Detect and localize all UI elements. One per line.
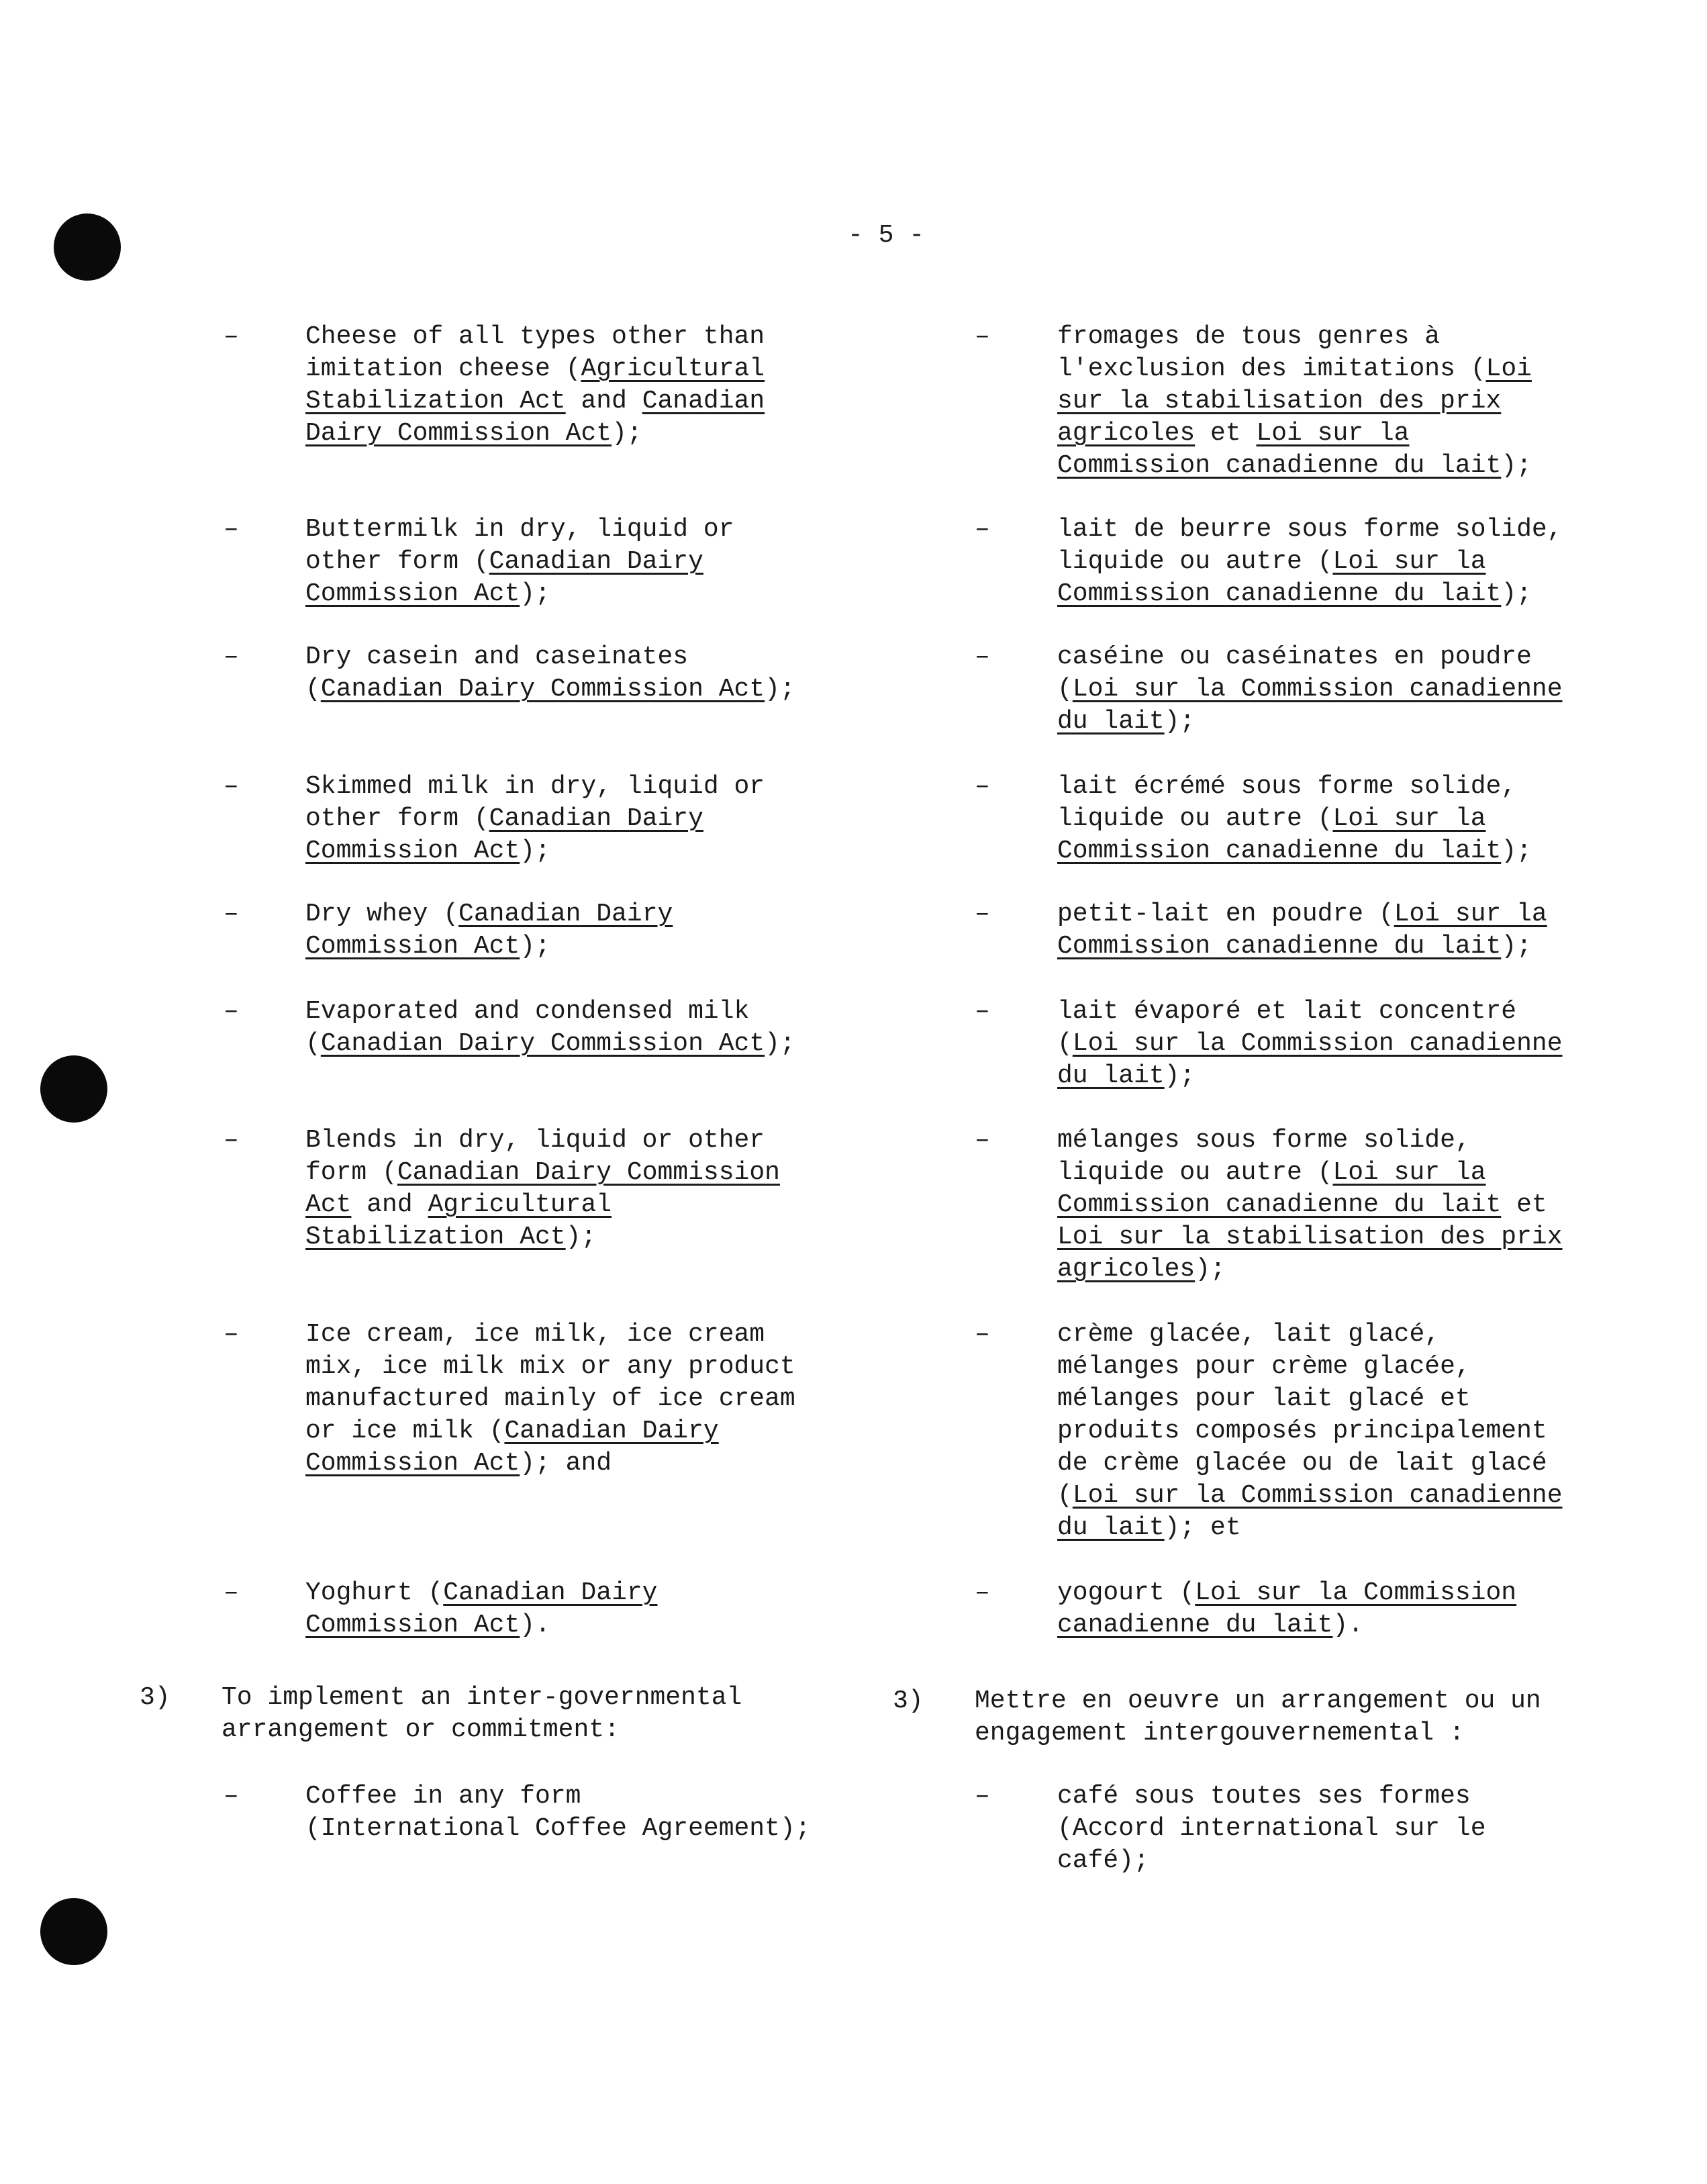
- english-item-4: [305, 771, 765, 867]
- text-segment: caséine ou caséinates en poudre: [1057, 643, 1532, 671]
- statute-citation: Loi sur la: [1332, 1158, 1486, 1187]
- text-segment: mélanges sous forme solide,: [1057, 1126, 1471, 1155]
- text-line: [1057, 418, 1532, 450]
- bullet-dash: –: [224, 322, 239, 351]
- section-number-3: 3): [893, 1687, 924, 1715]
- text-segment: );: [520, 837, 550, 865]
- bullet-dash: –: [975, 772, 990, 801]
- text-segment: liquide ou autre (: [1057, 1158, 1333, 1187]
- french-item-3: [1057, 641, 1563, 738]
- text-segment: );: [1501, 837, 1532, 865]
- text-segment: liquide ou autre (: [1057, 547, 1333, 576]
- statute-citation: Loi sur la Commission canadienne: [1072, 675, 1563, 704]
- text-line: [305, 996, 795, 1028]
- text-segment: );: [565, 1223, 597, 1251]
- text-line: [1057, 1415, 1563, 1447]
- bullet-dash: –: [224, 900, 239, 929]
- bullet-dash: –: [975, 900, 990, 929]
- text-segment: To implement an inter-governmental: [222, 1683, 742, 1712]
- text-segment: (Accord international sur le: [1057, 1814, 1486, 1843]
- text-segment: Coffee in any form: [305, 1782, 581, 1811]
- text-segment: (: [305, 675, 321, 704]
- text-line: [305, 1157, 780, 1189]
- english-item-6: [305, 996, 795, 1060]
- text-line: [1057, 1447, 1563, 1480]
- text-line: [1057, 898, 1547, 931]
- bullet-dash: –: [224, 997, 239, 1026]
- statute-citation: du lait: [1057, 707, 1165, 736]
- statute-citation: Commission canadienne du lait: [1057, 579, 1502, 608]
- text-segment: de crème glacée ou de lait glacé: [1057, 1449, 1547, 1478]
- text-segment: mix, ice milk mix or any product: [305, 1352, 795, 1381]
- statute-citation: Agricultural: [428, 1190, 612, 1219]
- text-line: [222, 1682, 742, 1714]
- text-segment: et: [1195, 419, 1257, 448]
- text-line: [305, 835, 765, 867]
- text-segment: mélanges pour crème glacée,: [1057, 1352, 1471, 1381]
- bullet-dash: –: [975, 515, 990, 544]
- text-segment: );: [520, 579, 550, 608]
- statute-citation: agricoles: [1057, 1255, 1196, 1284]
- statute-citation: Commission canadienne du lait: [1057, 837, 1502, 865]
- text-segment: Dry whey (: [305, 900, 459, 929]
- text-segment: mélanges pour lait glacé et: [1057, 1384, 1471, 1413]
- text-line: [1057, 1125, 1563, 1157]
- text-segment: l'exclusion des imitations (: [1057, 354, 1486, 383]
- statute-citation: Commission canadienne du lait: [1057, 932, 1502, 961]
- statute-citation: Canadian Dairy: [504, 1417, 719, 1445]
- text-line: [1057, 931, 1547, 963]
- text-segment: );: [1164, 1061, 1196, 1090]
- text-line: [305, 771, 765, 803]
- english-item-2: [305, 514, 734, 610]
- text-segment: );: [765, 675, 795, 704]
- text-segment: Mettre en oeuvre un arrangement ou un: [975, 1687, 1541, 1715]
- text-segment: );: [1164, 707, 1196, 736]
- text-line: [1057, 385, 1532, 418]
- french-item-8: [1057, 1319, 1563, 1544]
- bullet-dash: –: [224, 1578, 239, 1607]
- text-segment: fromages de tous genres à: [1057, 322, 1441, 351]
- text-segment: (: [1057, 1029, 1073, 1058]
- text-line: [1057, 353, 1532, 385]
- english-item-10: [305, 1781, 811, 1845]
- text-segment: café sous toutes ses formes: [1057, 1782, 1471, 1811]
- statute-citation: Loi sur la Commission: [1195, 1578, 1517, 1607]
- text-segment: produits composés principalement: [1057, 1417, 1547, 1445]
- bullet-dash: –: [975, 1320, 990, 1349]
- statute-citation: Loi sur la: [1332, 547, 1486, 576]
- statute-citation: du lait: [1057, 1061, 1165, 1090]
- text-line: [1057, 1845, 1486, 1877]
- text-segment: Evaporated and condensed milk: [305, 997, 750, 1026]
- statute-citation: Canadian Dairy: [489, 547, 703, 576]
- text-line: [305, 1781, 811, 1813]
- statute-citation: sur la stabilisation des prix: [1057, 387, 1502, 416]
- text-segment: (: [1057, 1481, 1073, 1510]
- text-line: [975, 1685, 1541, 1717]
- bullet-dash: –: [975, 643, 990, 671]
- statute-citation: Commission Act: [305, 579, 520, 608]
- bullet-dash: –: [975, 1782, 990, 1811]
- text-segment: other form (: [305, 547, 489, 576]
- bullet-dash: –: [224, 772, 239, 801]
- binder-hole-middle: [40, 1055, 107, 1123]
- text-segment: or ice milk (: [305, 1417, 505, 1445]
- english-item-8: [305, 1319, 795, 1480]
- text-line: [1057, 546, 1563, 578]
- text-line: [1057, 321, 1532, 353]
- text-line: [975, 1717, 1541, 1750]
- statute-citation: du lait: [1057, 1513, 1165, 1542]
- text-segment: );: [1195, 1255, 1226, 1284]
- english-item-5: [305, 898, 673, 963]
- text-line: [1057, 450, 1532, 482]
- bullet-dash: –: [224, 515, 239, 544]
- french-item-9: [1057, 1577, 1516, 1642]
- text-line: [305, 418, 765, 450]
- text-segment: ); et: [1164, 1513, 1241, 1542]
- text-segment: yogourt (: [1057, 1578, 1196, 1607]
- text-line: [1057, 835, 1532, 867]
- text-segment: Buttermilk in dry, liquid or: [305, 515, 734, 544]
- text-line: [1057, 1319, 1563, 1351]
- french-item-2: [1057, 514, 1563, 610]
- text-line: [305, 931, 673, 963]
- statute-citation: Loi sur la: [1332, 804, 1486, 833]
- text-line: [1057, 1577, 1516, 1609]
- french-item-5: [1057, 898, 1547, 963]
- text-line: [305, 1351, 795, 1383]
- text-line: [305, 1447, 795, 1480]
- statute-citation: Loi: [1485, 354, 1532, 383]
- text-segment: ).: [1332, 1611, 1364, 1640]
- statute-citation: Loi sur la: [1394, 900, 1547, 929]
- text-segment: (: [1057, 675, 1073, 704]
- text-segment: imitation cheese (: [305, 354, 581, 383]
- bullet-dash: –: [975, 1126, 990, 1155]
- text-line: [1057, 996, 1563, 1028]
- text-line: [1057, 1060, 1563, 1092]
- text-line: [1057, 803, 1532, 835]
- statute-citation: Canadian Dairy Commission Act: [320, 1029, 765, 1058]
- text-segment: crème glacée, lait glacé,: [1057, 1320, 1441, 1349]
- statute-citation: Act: [305, 1190, 352, 1219]
- statute-citation: Canadian Dairy: [458, 900, 673, 929]
- text-segment: Ice cream, ice milk, ice cream: [305, 1320, 765, 1349]
- text-segment: café);: [1057, 1846, 1149, 1875]
- statute-citation: Loi sur la Commission canadienne: [1072, 1481, 1563, 1510]
- bullet-dash: –: [975, 997, 990, 1026]
- statute-citation: Commission Act: [305, 1449, 520, 1478]
- text-segment: Cheese of all types other than: [305, 322, 765, 351]
- statute-citation: Agricultural: [581, 354, 765, 383]
- statute-citation: Dairy Commission Act: [305, 419, 612, 448]
- bullet-dash: –: [975, 1578, 990, 1607]
- french-item-7: [1057, 1125, 1563, 1286]
- french-item-4: [1057, 771, 1532, 867]
- text-line: [1057, 673, 1563, 706]
- statute-citation: Canadian Dairy Commission Act: [320, 675, 765, 704]
- text-line: [1057, 1813, 1486, 1845]
- statute-citation: agricoles: [1057, 419, 1196, 448]
- text-line: [305, 1415, 795, 1447]
- statute-citation: Loi sur la: [1256, 419, 1410, 448]
- text-line: [1057, 1157, 1563, 1189]
- english-item-1: [305, 321, 765, 450]
- text-line: [1057, 641, 1563, 673]
- text-segment: arrangement or commitment:: [222, 1715, 620, 1744]
- bullet-dash: –: [224, 643, 239, 671]
- text-segment: (International Coffee Agreement);: [305, 1814, 811, 1843]
- french-item-6: [1057, 996, 1563, 1092]
- text-line: [305, 578, 734, 610]
- text-line: [1057, 1028, 1563, 1060]
- statute-citation: Stabilization Act: [305, 387, 566, 416]
- french-section-3-heading: [975, 1685, 1541, 1750]
- page-number: - 5 -: [847, 221, 925, 250]
- text-segment: and: [565, 387, 642, 416]
- text-segment: engagement intergouvernemental :: [975, 1719, 1465, 1748]
- text-segment: Yoghurt (: [305, 1578, 444, 1607]
- text-segment: petit-lait en poudre (: [1057, 900, 1394, 929]
- text-line: [305, 514, 734, 546]
- bullet-dash: –: [224, 1126, 239, 1155]
- bullet-dash: –: [224, 1320, 239, 1349]
- binder-hole-bottom: [40, 1898, 107, 1965]
- text-segment: (: [305, 1029, 321, 1058]
- text-line: [1057, 1480, 1563, 1512]
- text-segment: other form (: [305, 804, 489, 833]
- text-line: [305, 1125, 780, 1157]
- text-line: [1057, 1189, 1563, 1221]
- text-line: [305, 898, 673, 931]
- statute-citation: Loi sur la stabilisation des prix: [1057, 1223, 1563, 1251]
- statute-citation: canadienne du lait: [1057, 1611, 1333, 1640]
- text-line: [1057, 1609, 1516, 1642]
- text-line: [305, 1189, 780, 1221]
- text-line: [1057, 706, 1563, 738]
- text-segment: );: [1501, 579, 1532, 608]
- statute-citation: Canadian: [642, 387, 765, 416]
- text-line: [305, 321, 765, 353]
- text-line: [305, 546, 734, 578]
- text-segment: and: [351, 1190, 428, 1219]
- french-item-1: [1057, 321, 1532, 482]
- text-line: [305, 803, 765, 835]
- text-line: [305, 1319, 795, 1351]
- text-line: [1057, 1383, 1563, 1415]
- text-segment: Dry casein and caseinates: [305, 643, 689, 671]
- statute-citation: Commission Act: [305, 1611, 520, 1640]
- text-line: [305, 385, 765, 418]
- statute-citation: Canadian Dairy: [443, 1578, 658, 1607]
- text-segment: et: [1501, 1190, 1547, 1219]
- text-line: [305, 1577, 658, 1609]
- text-segment: );: [1501, 932, 1532, 961]
- text-segment: );: [520, 932, 550, 961]
- statute-citation: Commission canadienne du lait: [1057, 451, 1502, 480]
- text-line: [305, 1028, 795, 1060]
- text-segment: );: [1501, 451, 1532, 480]
- text-segment: lait de beurre sous forme solide,: [1057, 515, 1563, 544]
- text-line: [222, 1714, 742, 1746]
- text-line: [1057, 1351, 1563, 1383]
- text-line: [1057, 578, 1563, 610]
- statute-citation: Commission Act: [305, 932, 520, 961]
- text-line: [1057, 1512, 1563, 1544]
- text-segment: form (: [305, 1158, 397, 1187]
- text-line: [305, 1221, 780, 1253]
- text-segment: ).: [520, 1611, 550, 1640]
- text-line: [305, 1813, 811, 1845]
- text-segment: );: [612, 419, 642, 448]
- text-segment: manufactured mainly of ice cream: [305, 1384, 795, 1413]
- statute-citation: Loi sur la Commission canadienne: [1072, 1029, 1563, 1058]
- english-section-3-heading: [222, 1682, 742, 1746]
- statute-citation: Stabilization Act: [305, 1223, 566, 1251]
- text-segment: Blends in dry, liquid or other: [305, 1126, 765, 1155]
- english-item-7: [305, 1125, 780, 1253]
- text-segment: lait écrémé sous forme solide,: [1057, 772, 1517, 801]
- text-line: [305, 641, 795, 673]
- statute-citation: Commission canadienne du lait: [1057, 1190, 1502, 1219]
- text-line: [1057, 1781, 1486, 1813]
- english-item-9: [305, 1577, 658, 1642]
- section-number-3: 3): [140, 1683, 170, 1712]
- text-segment: ); and: [520, 1449, 612, 1478]
- text-segment: lait évaporé et lait concentré: [1057, 997, 1517, 1026]
- statute-citation: Canadian Dairy Commission: [397, 1158, 780, 1187]
- text-segment: Skimmed milk in dry, liquid or: [305, 772, 765, 801]
- text-line: [305, 1609, 658, 1642]
- bullet-dash: –: [975, 322, 990, 351]
- text-line: [305, 1383, 795, 1415]
- french-item-10: [1057, 1781, 1486, 1877]
- statute-citation: Canadian Dairy: [489, 804, 703, 833]
- text-line: [1057, 1221, 1563, 1253]
- text-line: [1057, 514, 1563, 546]
- english-item-3: [305, 641, 795, 706]
- bullet-dash: –: [224, 1782, 239, 1811]
- text-line: [1057, 771, 1532, 803]
- statute-citation: Commission Act: [305, 837, 520, 865]
- text-segment: );: [765, 1029, 795, 1058]
- text-line: [1057, 1253, 1563, 1286]
- text-segment: liquide ou autre (: [1057, 804, 1333, 833]
- text-line: [305, 673, 795, 706]
- binder-hole-top: [54, 213, 121, 281]
- text-line: [305, 353, 765, 385]
